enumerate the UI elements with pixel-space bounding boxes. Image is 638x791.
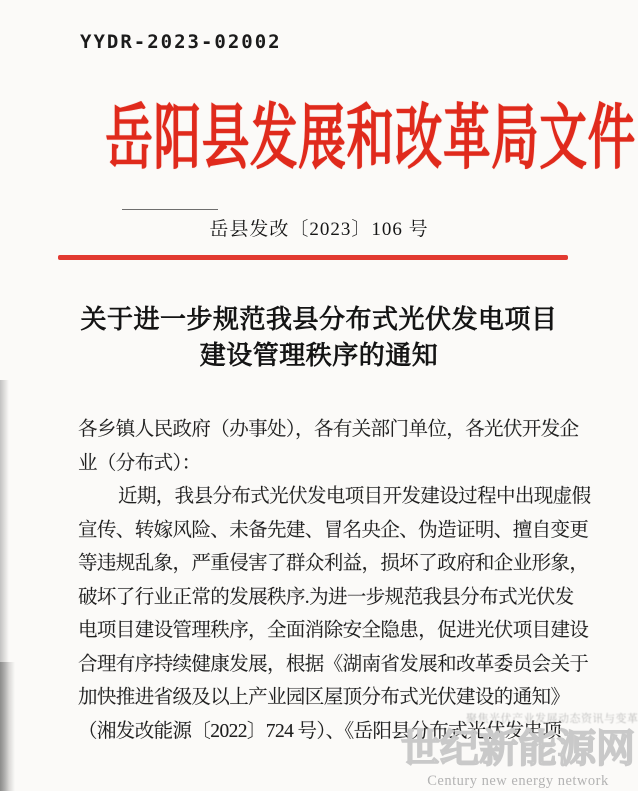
body-line: 宣传、转嫁风险、未备先建、冒名央企、伪造证明、擅自变更 [78, 519, 589, 541]
body-line: 近期，我县分布式光伏发电项目开发建设过程中出现虚假 [117, 486, 591, 507]
body-line: 破坏了行业正常的发展秩序.为进一步规范我县分布式光伏发 [78, 586, 574, 608]
document-number: 岳县发改〔2023〕106 号 [209, 219, 429, 240]
scan-shadow-bottom-left [0, 662, 15, 791]
small-divider-line [122, 209, 218, 210]
agency-header: 岳阳县发展和改革局文件 [105, 100, 636, 178]
body-line: （湘发改能源〔2022〕724 号）、《岳阳县分布式光伏发电项 [78, 720, 562, 742]
document-title [0, 302, 638, 374]
red-header-rule [58, 255, 568, 260]
document-title-line2: 建设管理秩序的通知 [199, 341, 439, 370]
reference-number: YYDR-2023-02002 [80, 31, 282, 53]
body-line: 等违规乱象，严重侵害了群众利益，损坏了政府和企业形象， [78, 553, 589, 574]
body-line: 各乡镇人民政府（办事处），各有关部门单位，各光伏开发企 [78, 419, 579, 440]
body-text [78, 413, 591, 748]
body-line: 电项目建设管理秩序，全面消除安全隐患，促进光伏项目建设 [78, 620, 589, 641]
faint-watermark-tagline: 聚焦光伏产业发展动态资讯与变革 [466, 713, 638, 725]
body-line: 合理有序持续健康发展，根据《湖南省发展和改革委员会关于 [78, 653, 589, 675]
body-line: 加快推进省级及以上产业园区屋顶分布式光伏建设的通知》 [78, 687, 570, 708]
watermark-site-subtitle: Century new energy network [427, 773, 609, 789]
body-line: 业（分布式）： [78, 452, 201, 474]
scan-shadow-left [0, 380, 9, 791]
document-title-line1: 关于进一步规范我县分布式光伏发电项目 [80, 305, 558, 334]
watermark-site-name: 世纪新能源网 [400, 728, 635, 771]
